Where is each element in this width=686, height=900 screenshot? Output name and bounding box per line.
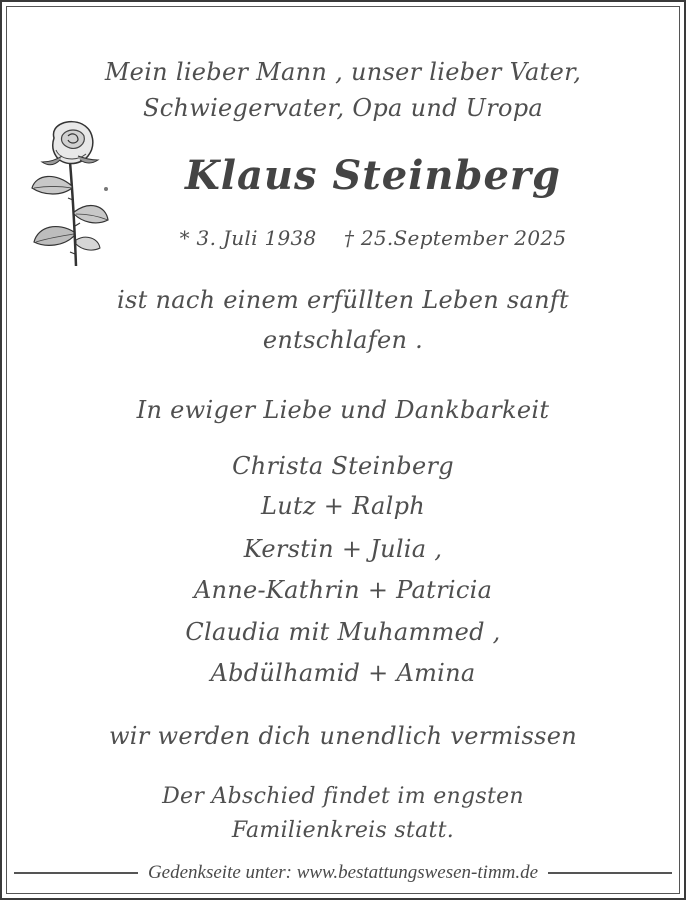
family-member: Christa Steinberg <box>232 452 454 480</box>
memorial-page-link[interactable]: Gedenkseite unter: www.bestattungswesen-timm.de <box>147 862 539 883</box>
footer-rule-left <box>14 872 138 874</box>
closing-line: wir werden dich unendlich vermissen <box>108 722 578 750</box>
farewell-line-2: Familienkreis statt. <box>231 818 455 843</box>
family-member: Abdülhamid + Amina <box>210 659 476 687</box>
family-member: Lutz + Ralph <box>260 492 426 520</box>
life-dates <box>30 226 686 250</box>
death-date: † 25.September 2025 <box>343 226 567 250</box>
footer-rule-right <box>548 872 672 874</box>
gratitude-line: In ewiger Liebe und Dankbarkeit <box>136 396 550 424</box>
intro-line-2: Schwiegervater, Opa und Uropa <box>142 94 543 122</box>
family-member: Claudia mit Muhammed , <box>185 618 501 646</box>
birth-date: * 3. Juli 1938 <box>179 226 317 250</box>
intro-line-1: Mein lieber Mann , unser lieber Vater, <box>104 58 582 86</box>
farewell-line-1: Der Abschied findet im engsten <box>162 784 524 809</box>
footer <box>0 862 686 884</box>
deceased-name: Klaus Steinberg <box>185 152 561 199</box>
message-line-1: ist nach einem erfüllten Leben sanft <box>117 286 569 314</box>
message-line-2: entschlafen . <box>262 326 424 354</box>
family-member: Kerstin + Julia , <box>243 535 443 563</box>
family-member: Anne-Kathrin + Patricia <box>193 576 493 604</box>
